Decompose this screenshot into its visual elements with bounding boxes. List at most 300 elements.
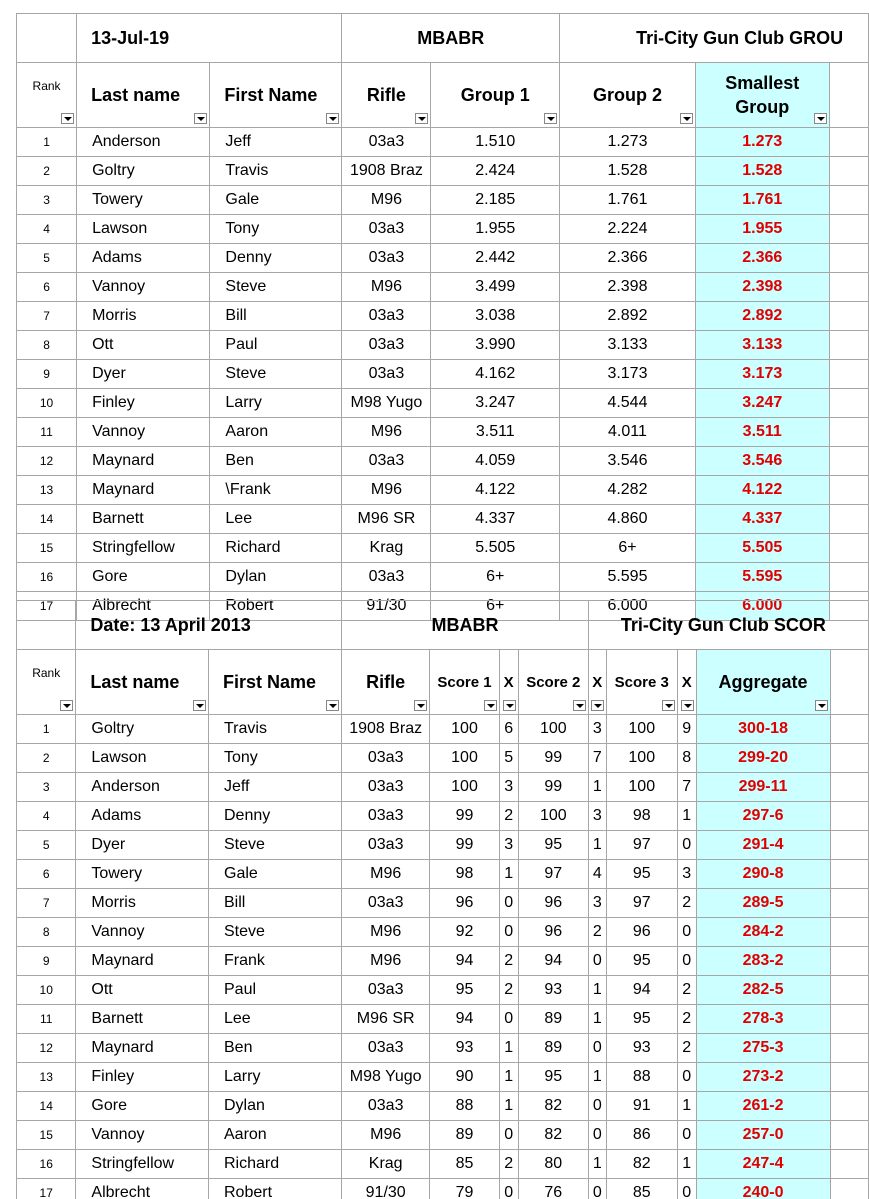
x3-cell[interactable]: 2 — [677, 976, 696, 1005]
x2-cell[interactable]: 4 — [588, 860, 606, 889]
rifle-cell[interactable]: M96 — [342, 860, 430, 889]
blank-cell[interactable] — [17, 14, 77, 63]
score3-cell[interactable]: 91 — [606, 1092, 677, 1121]
last-name-header[interactable] — [76, 650, 209, 715]
rank-cell[interactable]: 12 — [17, 447, 77, 476]
blank-cell[interactable] — [829, 215, 868, 244]
x1-cell[interactable]: 5 — [499, 744, 518, 773]
x3-cell[interactable]: 7 — [677, 773, 696, 802]
score1-cell[interactable]: 89 — [430, 1121, 499, 1150]
score3-cell[interactable]: 100 — [606, 744, 677, 773]
aggregate-cell[interactable]: 275-3 — [696, 1034, 830, 1063]
first-name-header[interactable] — [209, 650, 342, 715]
blank-cell[interactable] — [829, 273, 868, 302]
score1-header[interactable] — [430, 650, 499, 715]
smallest-group-cell[interactable]: 1.761 — [695, 186, 829, 215]
rifle-header[interactable] — [342, 63, 431, 128]
rank-cell[interactable]: 15 — [17, 1121, 76, 1150]
group2-cell[interactable]: 6+ — [560, 534, 696, 563]
smallest-group-cell[interactable]: 3.133 — [695, 331, 829, 360]
rifle-cell[interactable]: 03a3 — [342, 773, 430, 802]
score1-cell[interactable]: 95 — [430, 976, 499, 1005]
rifle-cell[interactable]: 03a3 — [342, 360, 431, 389]
rank-cell[interactable]: 8 — [17, 331, 77, 360]
x1-header[interactable] — [499, 650, 518, 715]
rifle-cell[interactable]: M96 — [342, 918, 430, 947]
rifle-cell[interactable]: 03a3 — [342, 976, 430, 1005]
aggregate-cell[interactable]: 300-18 — [696, 715, 830, 744]
group1-cell[interactable]: 3.038 — [431, 302, 560, 331]
aggregate-cell[interactable]: 257-0 — [696, 1121, 830, 1150]
rifle-cell[interactable]: M96 — [342, 476, 431, 505]
blank-cell[interactable] — [829, 244, 868, 273]
group1-cell[interactable]: 2.185 — [431, 186, 560, 215]
group1-cell[interactable]: 5.505 — [431, 534, 560, 563]
first-name-cell[interactable]: Travis — [210, 157, 342, 186]
first-name-cell[interactable]: Dylan — [209, 1092, 342, 1121]
x2-cell[interactable]: 3 — [588, 889, 606, 918]
x2-cell[interactable]: 1 — [588, 1150, 606, 1179]
blank-cell[interactable] — [830, 860, 868, 889]
rank-cell[interactable]: 15 — [17, 534, 77, 563]
blank-cell[interactable] — [829, 389, 868, 418]
x3-cell[interactable]: 3 — [677, 860, 696, 889]
x1-cell[interactable]: 0 — [499, 1005, 518, 1034]
first-name-cell[interactable]: Lee — [209, 1005, 342, 1034]
blank-cell[interactable] — [829, 186, 868, 215]
score3-cell[interactable]: 93 — [606, 1034, 677, 1063]
last-name-cell[interactable]: Barnett — [77, 505, 210, 534]
rifle-cell[interactable]: 1908 Braz — [342, 157, 431, 186]
group2-cell[interactable]: 2.892 — [560, 302, 696, 331]
x3-cell[interactable]: 1 — [677, 1092, 696, 1121]
blank-cell[interactable] — [829, 331, 868, 360]
score2-cell[interactable]: 96 — [518, 918, 588, 947]
smallest-group-cell[interactable]: 1.955 — [695, 215, 829, 244]
first-name-cell[interactable]: Aaron — [210, 418, 342, 447]
first-name-cell[interactable]: Gale — [210, 186, 342, 215]
group2-cell[interactable]: 1.528 — [560, 157, 696, 186]
first-name-cell[interactable]: Frank — [209, 947, 342, 976]
group1-cell[interactable]: 3.247 — [431, 389, 560, 418]
smallest-group-cell[interactable]: 1.528 — [695, 157, 829, 186]
rank-cell[interactable]: 14 — [17, 505, 77, 534]
rank-cell[interactable]: 2 — [17, 744, 76, 773]
group2-cell[interactable]: 6.000 — [560, 592, 696, 621]
first-name-cell[interactable]: Larry — [210, 389, 342, 418]
blank-cell[interactable] — [829, 63, 868, 128]
filter-dropdown-icon[interactable] — [681, 700, 694, 711]
x1-cell[interactable]: 2 — [499, 802, 518, 831]
rifle-cell[interactable]: M96 — [342, 1121, 430, 1150]
last-name-cell[interactable]: Gore — [76, 1092, 209, 1121]
rank-cell[interactable]: 11 — [17, 1005, 76, 1034]
first-name-cell[interactable]: Bill — [209, 889, 342, 918]
group2-cell[interactable]: 3.133 — [560, 331, 696, 360]
blank-cell[interactable] — [830, 918, 868, 947]
x2-cell[interactable]: 1 — [588, 773, 606, 802]
score1-cell[interactable]: 98 — [430, 860, 499, 889]
blank-cell[interactable] — [830, 1092, 868, 1121]
first-name-cell[interactable]: Jeff — [210, 128, 342, 157]
blank-cell[interactable] — [829, 505, 868, 534]
rifle-cell[interactable]: 03a3 — [342, 831, 430, 860]
rank-header[interactable] — [17, 63, 77, 128]
x2-cell[interactable]: 1 — [588, 976, 606, 1005]
rifle-cell[interactable]: 03a3 — [342, 563, 431, 592]
smallest-group-cell[interactable]: 2.892 — [695, 302, 829, 331]
score1-cell[interactable]: 100 — [430, 744, 499, 773]
score2-cell[interactable]: 80 — [518, 1150, 588, 1179]
x3-cell[interactable]: 9 — [677, 715, 696, 744]
rank-cell[interactable]: 14 — [17, 1092, 76, 1121]
filter-dropdown-icon[interactable] — [484, 700, 497, 711]
aggregate-cell[interactable]: 284-2 — [696, 918, 830, 947]
last-name-cell[interactable]: Vannoy — [76, 1121, 209, 1150]
rifle-cell[interactable]: 03a3 — [342, 1034, 430, 1063]
filter-dropdown-icon[interactable] — [414, 700, 427, 711]
blank-cell[interactable] — [830, 1121, 868, 1150]
x1-cell[interactable]: 2 — [499, 947, 518, 976]
rifle-cell[interactable]: Krag — [342, 1150, 430, 1179]
x2-cell[interactable]: 3 — [588, 802, 606, 831]
group2-cell[interactable]: 2.366 — [560, 244, 696, 273]
score2-cell[interactable]: 89 — [518, 1034, 588, 1063]
score3-cell[interactable]: 86 — [606, 1121, 677, 1150]
rifle-cell[interactable]: 03a3 — [342, 1092, 430, 1121]
score2-cell[interactable]: 95 — [518, 1063, 588, 1092]
score1-cell[interactable]: 92 — [430, 918, 499, 947]
x3-cell[interactable]: 0 — [677, 1063, 696, 1092]
x2-cell[interactable]: 0 — [588, 947, 606, 976]
rank-cell[interactable]: 1 — [17, 128, 77, 157]
x3-cell[interactable]: 2 — [677, 1005, 696, 1034]
group1-cell[interactable]: 1.955 — [431, 215, 560, 244]
last-name-cell[interactable]: Vannoy — [77, 273, 210, 302]
blank-cell[interactable] — [829, 360, 868, 389]
club-title[interactable]: Tri-City Gun Club GROU — [560, 14, 869, 63]
last-name-cell[interactable]: Stringfellow — [77, 534, 210, 563]
first-name-cell[interactable]: Steve — [210, 273, 342, 302]
x3-cell[interactable]: 0 — [677, 947, 696, 976]
x3-cell[interactable]: 0 — [677, 831, 696, 860]
aggregate-cell[interactable]: 289-5 — [696, 889, 830, 918]
score2-cell[interactable]: 97 — [518, 860, 588, 889]
smallest-group-cell[interactable]: 5.505 — [695, 534, 829, 563]
last-name-cell[interactable]: Maynard — [76, 1034, 209, 1063]
rank-header[interactable] — [17, 650, 76, 715]
blank-cell[interactable] — [830, 744, 868, 773]
rank-cell[interactable]: 10 — [17, 976, 76, 1005]
last-name-cell[interactable]: Gore — [77, 563, 210, 592]
aggregate-cell[interactable]: 273-2 — [696, 1063, 830, 1092]
last-name-cell[interactable]: Goltry — [77, 157, 210, 186]
rank-cell[interactable]: 17 — [17, 1179, 76, 1199]
filter-dropdown-icon[interactable] — [503, 700, 516, 711]
score3-cell[interactable]: 88 — [606, 1063, 677, 1092]
blank-cell[interactable] — [830, 773, 868, 802]
filter-dropdown-icon[interactable] — [193, 700, 206, 711]
x2-cell[interactable]: 0 — [588, 1092, 606, 1121]
x3-cell[interactable]: 1 — [677, 802, 696, 831]
group1-cell[interactable]: 4.337 — [431, 505, 560, 534]
rifle-cell[interactable]: Krag — [342, 534, 431, 563]
rifle-cell[interactable]: 03a3 — [342, 244, 431, 273]
first-name-cell[interactable]: Jeff — [209, 773, 342, 802]
rifle-cell[interactable]: 1908 Braz — [342, 715, 430, 744]
rank-cell[interactable]: 7 — [17, 889, 76, 918]
last-name-cell[interactable]: Vannoy — [76, 918, 209, 947]
first-name-cell[interactable]: Travis — [209, 715, 342, 744]
group1-cell[interactable]: 3.990 — [431, 331, 560, 360]
last-name-cell[interactable]: Towery — [76, 860, 209, 889]
filter-dropdown-icon[interactable] — [573, 700, 586, 711]
x2-cell[interactable]: 7 — [588, 744, 606, 773]
x2-cell[interactable]: 0 — [588, 1121, 606, 1150]
rank-cell[interactable]: 2 — [17, 157, 77, 186]
first-name-cell[interactable]: Robert — [210, 592, 342, 621]
score2-cell[interactable]: 100 — [518, 715, 588, 744]
blank-cell[interactable] — [830, 802, 868, 831]
rank-cell[interactable]: 10 — [17, 389, 77, 418]
last-name-cell[interactable]: Albrecht — [77, 592, 210, 621]
rifle-cell[interactable]: 03a3 — [342, 744, 430, 773]
group2-cell[interactable]: 2.224 — [560, 215, 696, 244]
score3-cell[interactable]: 100 — [606, 715, 677, 744]
rank-cell[interactable]: 7 — [17, 302, 77, 331]
blank-cell[interactable] — [830, 831, 868, 860]
x2-cell[interactable]: 1 — [588, 1063, 606, 1092]
filter-dropdown-icon[interactable] — [194, 113, 207, 124]
group2-cell[interactable]: 4.011 — [560, 418, 696, 447]
rank-cell[interactable]: 13 — [17, 476, 77, 505]
aggregate-cell[interactable]: 283-2 — [696, 947, 830, 976]
blank-cell[interactable] — [17, 601, 76, 650]
x3-cell[interactable]: 0 — [677, 1179, 696, 1199]
score3-cell[interactable]: 97 — [606, 889, 677, 918]
group1-cell[interactable]: 2.442 — [431, 244, 560, 273]
score2-cell[interactable]: 94 — [518, 947, 588, 976]
score3-cell[interactable]: 82 — [606, 1150, 677, 1179]
last-name-cell[interactable]: Ott — [76, 976, 209, 1005]
rifle-cell[interactable]: 03a3 — [342, 302, 431, 331]
group1-cell[interactable]: 6+ — [431, 592, 560, 621]
score1-cell[interactable]: 100 — [430, 715, 499, 744]
last-name-cell[interactable]: Barnett — [76, 1005, 209, 1034]
blank-cell[interactable] — [829, 476, 868, 505]
blank-cell[interactable] — [830, 1034, 868, 1063]
blank-cell[interactable] — [830, 947, 868, 976]
first-name-cell[interactable]: Bill — [210, 302, 342, 331]
rank-cell[interactable]: 3 — [17, 186, 77, 215]
x3-cell[interactable]: 1 — [677, 1150, 696, 1179]
group2-cell[interactable]: 4.282 — [560, 476, 696, 505]
last-name-cell[interactable]: Anderson — [77, 128, 210, 157]
blank-cell[interactable] — [830, 1005, 868, 1034]
first-name-cell[interactable]: Denny — [209, 802, 342, 831]
rank-cell[interactable]: 8 — [17, 918, 76, 947]
last-name-cell[interactable]: Adams — [77, 244, 210, 273]
group2-cell[interactable]: 4.860 — [560, 505, 696, 534]
group1-cell[interactable]: 3.499 — [431, 273, 560, 302]
group1-cell[interactable]: 1.510 — [431, 128, 560, 157]
last-name-cell[interactable]: Lawson — [77, 215, 210, 244]
blank-cell[interactable] — [830, 1150, 868, 1179]
x2-header[interactable] — [588, 650, 606, 715]
score3-cell[interactable]: 94 — [606, 976, 677, 1005]
x2-cell[interactable]: 2 — [588, 918, 606, 947]
first-name-cell[interactable]: Ben — [210, 447, 342, 476]
aggregate-cell[interactable]: 291-4 — [696, 831, 830, 860]
x3-cell[interactable]: 2 — [677, 1034, 696, 1063]
rank-cell[interactable]: 5 — [17, 831, 76, 860]
first-name-cell[interactable]: Steve — [209, 831, 342, 860]
score1-cell[interactable]: 93 — [430, 1034, 499, 1063]
org-name[interactable]: MBABR — [342, 14, 560, 63]
first-name-cell[interactable]: Steve — [209, 918, 342, 947]
x3-header[interactable] — [677, 650, 696, 715]
filter-dropdown-icon[interactable] — [662, 700, 675, 711]
group1-cell[interactable]: 3.511 — [431, 418, 560, 447]
rifle-cell[interactable]: M98 Yugo — [342, 389, 431, 418]
rifle-cell[interactable]: 03a3 — [342, 331, 431, 360]
smallest-group-cell[interactable]: 4.337 — [695, 505, 829, 534]
x3-cell[interactable]: 8 — [677, 744, 696, 773]
score3-cell[interactable]: 85 — [606, 1179, 677, 1199]
group2-cell[interactable]: 3.173 — [560, 360, 696, 389]
first-name-cell[interactable]: \Frank — [210, 476, 342, 505]
score1-cell[interactable]: 96 — [430, 889, 499, 918]
filter-dropdown-icon[interactable] — [326, 113, 339, 124]
score1-cell[interactable]: 88 — [430, 1092, 499, 1121]
blank-cell[interactable] — [829, 128, 868, 157]
x1-cell[interactable]: 0 — [499, 918, 518, 947]
score1-cell[interactable]: 85 — [430, 1150, 499, 1179]
first-name-cell[interactable]: Ben — [209, 1034, 342, 1063]
score2-cell[interactable]: 95 — [518, 831, 588, 860]
filter-dropdown-icon[interactable] — [591, 700, 604, 711]
x3-cell[interactable]: 0 — [677, 918, 696, 947]
rank-cell[interactable]: 4 — [17, 802, 76, 831]
filter-dropdown-icon[interactable] — [326, 700, 339, 711]
first-name-cell[interactable]: Gale — [209, 860, 342, 889]
last-name-cell[interactable]: Dyer — [77, 360, 210, 389]
aggregate-cell[interactable]: 299-20 — [696, 744, 830, 773]
last-name-cell[interactable]: Dyer — [76, 831, 209, 860]
score1-cell[interactable]: 100 — [430, 773, 499, 802]
group2-header[interactable] — [560, 63, 696, 128]
last-name-cell[interactable]: Maynard — [77, 476, 210, 505]
aggregate-cell[interactable]: 247-4 — [696, 1150, 830, 1179]
last-name-cell[interactable]: Albrecht — [76, 1179, 209, 1199]
last-name-cell[interactable]: Adams — [76, 802, 209, 831]
score3-header[interactable] — [606, 650, 677, 715]
rank-cell[interactable]: 11 — [17, 418, 77, 447]
rank-cell[interactable]: 3 — [17, 773, 76, 802]
rifle-cell[interactable]: 03a3 — [342, 889, 430, 918]
x3-cell[interactable]: 2 — [677, 889, 696, 918]
x2-cell[interactable]: 1 — [588, 1005, 606, 1034]
last-name-cell[interactable]: Maynard — [77, 447, 210, 476]
last-name-cell[interactable]: Towery — [77, 186, 210, 215]
score2-cell[interactable]: 89 — [518, 1005, 588, 1034]
x1-cell[interactable]: 2 — [499, 1150, 518, 1179]
rifle-cell[interactable]: 03a3 — [342, 447, 431, 476]
score1-cell[interactable]: 99 — [430, 802, 499, 831]
group1-cell[interactable]: 2.424 — [431, 157, 560, 186]
first-name-cell[interactable]: Richard — [209, 1150, 342, 1179]
blank-cell[interactable] — [829, 157, 868, 186]
first-name-cell[interactable]: Steve — [210, 360, 342, 389]
rank-cell[interactable]: 13 — [17, 1063, 76, 1092]
last-name-cell[interactable]: Lawson — [76, 744, 209, 773]
rifle-cell[interactable]: M96 — [342, 186, 431, 215]
score2-header[interactable] — [518, 650, 588, 715]
aggregate-cell[interactable]: 282-5 — [696, 976, 830, 1005]
score3-cell[interactable]: 97 — [606, 831, 677, 860]
last-name-cell[interactable]: Finley — [77, 389, 210, 418]
smallest-group-header[interactable] — [695, 63, 829, 128]
rifle-cell[interactable]: 03a3 — [342, 128, 431, 157]
first-name-cell[interactable]: Paul — [210, 331, 342, 360]
aggregate-cell[interactable]: 299-11 — [696, 773, 830, 802]
last-name-cell[interactable]: Goltry — [76, 715, 209, 744]
rank-cell[interactable]: 1 — [17, 715, 76, 744]
last-name-cell[interactable]: Maynard — [76, 947, 209, 976]
filter-dropdown-icon[interactable] — [814, 113, 827, 124]
smallest-group-cell[interactable]: 3.546 — [695, 447, 829, 476]
rifle-cell[interactable]: M96 — [342, 273, 431, 302]
x1-cell[interactable]: 3 — [499, 831, 518, 860]
x2-cell[interactable]: 1 — [588, 831, 606, 860]
score3-cell[interactable]: 95 — [606, 947, 677, 976]
last-name-cell[interactable]: Finley — [76, 1063, 209, 1092]
blank-cell[interactable] — [830, 715, 868, 744]
rifle-cell[interactable]: M98 Yugo — [342, 1063, 430, 1092]
first-name-cell[interactable]: Tony — [210, 215, 342, 244]
smallest-group-cell[interactable]: 2.398 — [695, 273, 829, 302]
rifle-cell[interactable]: 91/30 — [342, 592, 431, 621]
blank-cell[interactable] — [830, 976, 868, 1005]
smallest-group-cell[interactable]: 4.122 — [695, 476, 829, 505]
group1-cell[interactable]: 6+ — [431, 563, 560, 592]
org-name[interactable]: MBABR — [342, 601, 589, 650]
last-name-cell[interactable]: Morris — [76, 889, 209, 918]
x1-cell[interactable]: 1 — [499, 1092, 518, 1121]
x1-cell[interactable]: 1 — [499, 1063, 518, 1092]
rifle-header[interactable] — [342, 650, 430, 715]
smallest-group-cell[interactable]: 3.173 — [695, 360, 829, 389]
group2-cell[interactable]: 5.595 — [560, 563, 696, 592]
x1-cell[interactable]: 0 — [499, 889, 518, 918]
score2-cell[interactable]: 82 — [518, 1092, 588, 1121]
group2-cell[interactable]: 3.546 — [560, 447, 696, 476]
x2-cell[interactable]: 0 — [588, 1179, 606, 1199]
smallest-group-cell[interactable]: 5.595 — [695, 563, 829, 592]
last-name-cell[interactable]: Morris — [77, 302, 210, 331]
first-name-header[interactable] — [210, 63, 342, 128]
filter-dropdown-icon[interactable] — [60, 700, 73, 711]
rank-cell[interactable]: 16 — [17, 563, 77, 592]
rank-cell[interactable]: 9 — [17, 360, 77, 389]
rank-cell[interactable]: 6 — [17, 273, 77, 302]
score2-cell[interactable]: 100 — [518, 802, 588, 831]
group1-cell[interactable]: 4.059 — [431, 447, 560, 476]
rifle-cell[interactable]: M96 — [342, 418, 431, 447]
group2-cell[interactable]: 2.398 — [560, 273, 696, 302]
rank-cell[interactable]: 16 — [17, 1150, 76, 1179]
group2-cell[interactable]: 4.544 — [560, 389, 696, 418]
